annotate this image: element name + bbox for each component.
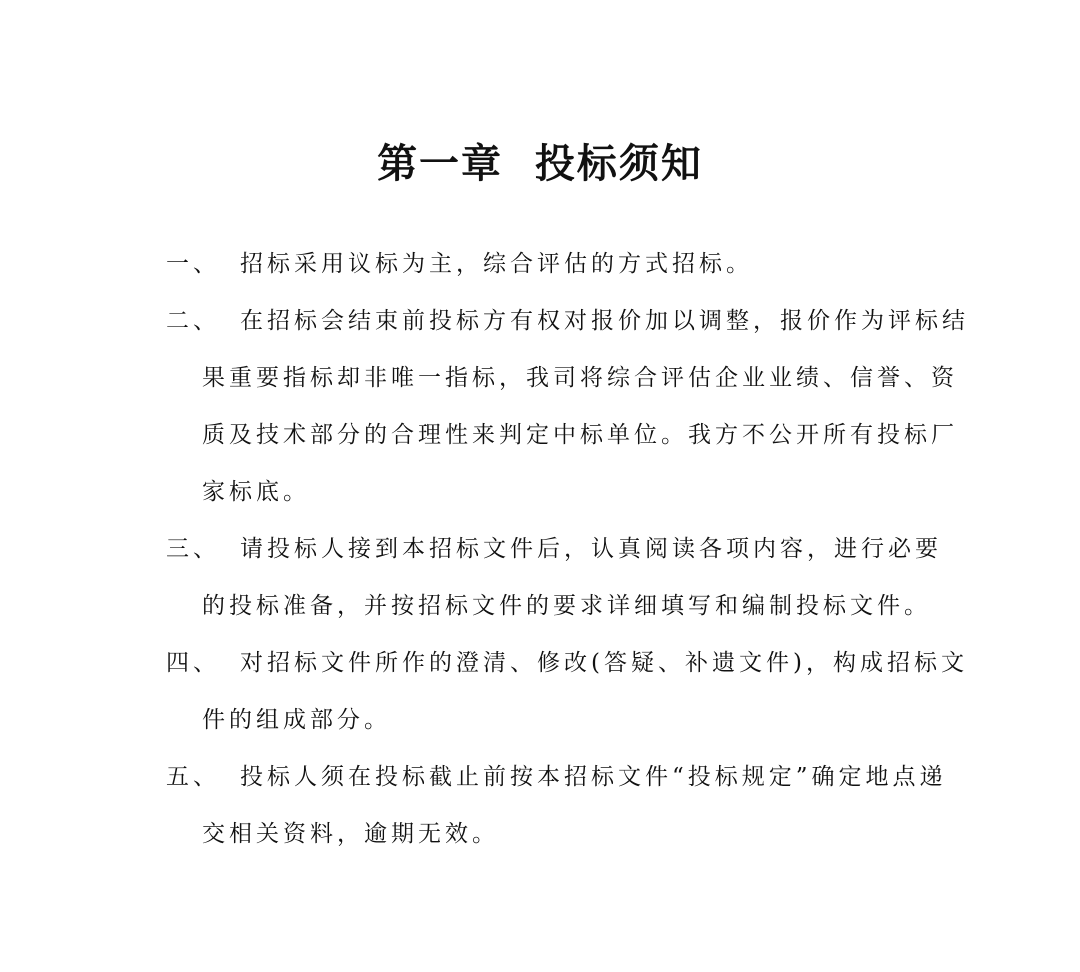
clause-line: 在招标会结束前投标方有权对报价加以调整，报价作为评标结 <box>240 308 969 334</box>
clause-line: 请投标人接到本招标文件后，认真阅读各项内容，进行必要 <box>240 536 942 562</box>
clause-number: 一、 <box>166 251 220 277</box>
clause-line: 果重要指标却非唯一指标，我司将综合评估企业业绩、信誉、资 <box>202 365 958 391</box>
clause-number: 二、 <box>166 308 220 334</box>
clause-line: 招标采用议标为主，综合评估的方式招标。 <box>240 251 753 277</box>
clause-1 <box>166 236 926 293</box>
clause-line: 质及技术部分的合理性来判定中标单位。我方不公开所有投标厂 <box>202 422 958 448</box>
clause-3 <box>166 521 942 635</box>
clause-number: 五、 <box>166 764 220 790</box>
clause-number: 四、 <box>166 650 220 676</box>
clause-line: 投标人须在投标截止前按本招标文件“投标规定”确定地点递 <box>240 764 947 790</box>
clause-line: 件的组成部分。 <box>202 707 391 733</box>
clause-line: 交相关资料，逾期无效。 <box>202 821 499 847</box>
clause-number: 三、 <box>166 536 220 562</box>
clause-5 <box>166 749 947 863</box>
chapter-title: 第一章 投标须知 <box>377 141 703 187</box>
clause-line: 家标底。 <box>202 479 310 505</box>
clause-4 <box>166 635 968 749</box>
clause-list <box>166 236 969 863</box>
clause-line: 的投标准备，并按招标文件的要求详细填写和编制投标文件。 <box>202 593 931 619</box>
clause-2 <box>166 293 969 521</box>
clause-line: 对招标文件所作的澄清、修改(答疑、补遗文件)，构成招标文 <box>240 650 968 676</box>
